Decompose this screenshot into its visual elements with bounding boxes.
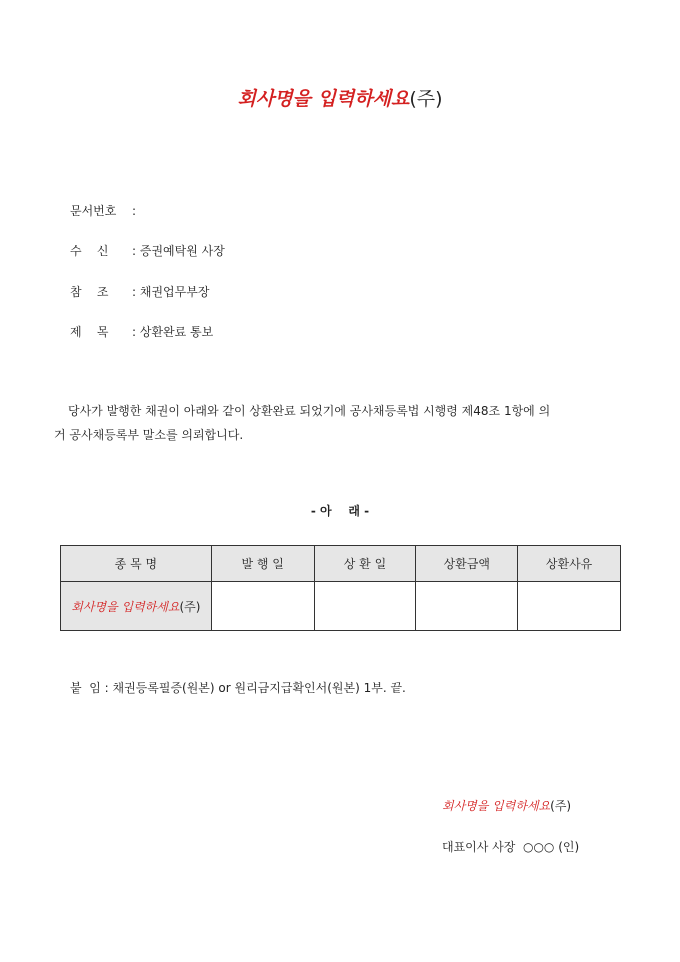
- table-row: [61, 582, 621, 631]
- header-reason: 상환사유: [518, 546, 621, 582]
- signature-ceo: 대표이사 사장 ○○○ (인): [442, 840, 580, 854]
- field-label: 제 목: [70, 325, 109, 339]
- attachment-line: 붙 임 : 채권등록필증(원본) or 원리금지급확인서(원본) 1부. 끝.: [70, 681, 406, 695]
- cell-amount[interactable]: [416, 582, 518, 631]
- signature-company-suffix: (주): [550, 799, 572, 813]
- header-issue-date: 발 행 일: [211, 546, 314, 582]
- cell-company-placeholder: 회사명을 입력하세요: [71, 599, 180, 614]
- cell-company-suffix: (주): [179, 599, 201, 614]
- field-value[interactable]: : 증권예탁원 사장: [132, 244, 225, 258]
- signature-company-placeholder[interactable]: 회사명을 입력하세요: [442, 799, 551, 813]
- header-issue-name: 종 목 명: [61, 546, 212, 582]
- field-doc-number: [70, 202, 136, 219]
- cell-reason[interactable]: [518, 582, 621, 631]
- title-company-placeholder[interactable]: 회사명을 입력하세요: [237, 88, 410, 110]
- title-suffix: (주): [409, 88, 443, 110]
- field-label: 참 조: [70, 285, 109, 299]
- signature-company: [442, 797, 571, 814]
- field-label: 문서번호: [70, 204, 117, 218]
- body-line-1: 당사가 발행한 채권이 아래와 같이 상환완료 되었기에 공사채등록법 시행령 제48조 1항에 의: [68, 404, 551, 418]
- field-value[interactable]: : 채권업무부장: [132, 285, 210, 299]
- cell-issue-name[interactable]: [61, 582, 212, 631]
- body-paragraph: [54, 399, 626, 447]
- field-label: 수 신: [70, 244, 109, 258]
- field-recipient: [70, 242, 225, 259]
- header-redemption-date: 상 환 일: [314, 546, 416, 582]
- header-amount: 상환금액: [416, 546, 518, 582]
- table-header-row: [61, 546, 621, 582]
- body-line-2: 거 공사채등록부 말소를 의뢰합니다.: [54, 428, 244, 442]
- section-heading: - 아 래 -: [310, 504, 370, 518]
- cell-issue-date[interactable]: [211, 582, 314, 631]
- document-title: [0, 84, 680, 111]
- cell-redemption-date[interactable]: [314, 582, 416, 631]
- field-subject: [70, 323, 213, 340]
- field-value[interactable]: : 상환완료 통보: [132, 325, 214, 339]
- redemption-table: [60, 545, 621, 631]
- field-reference: [70, 283, 209, 300]
- field-value[interactable]: :: [132, 204, 137, 218]
